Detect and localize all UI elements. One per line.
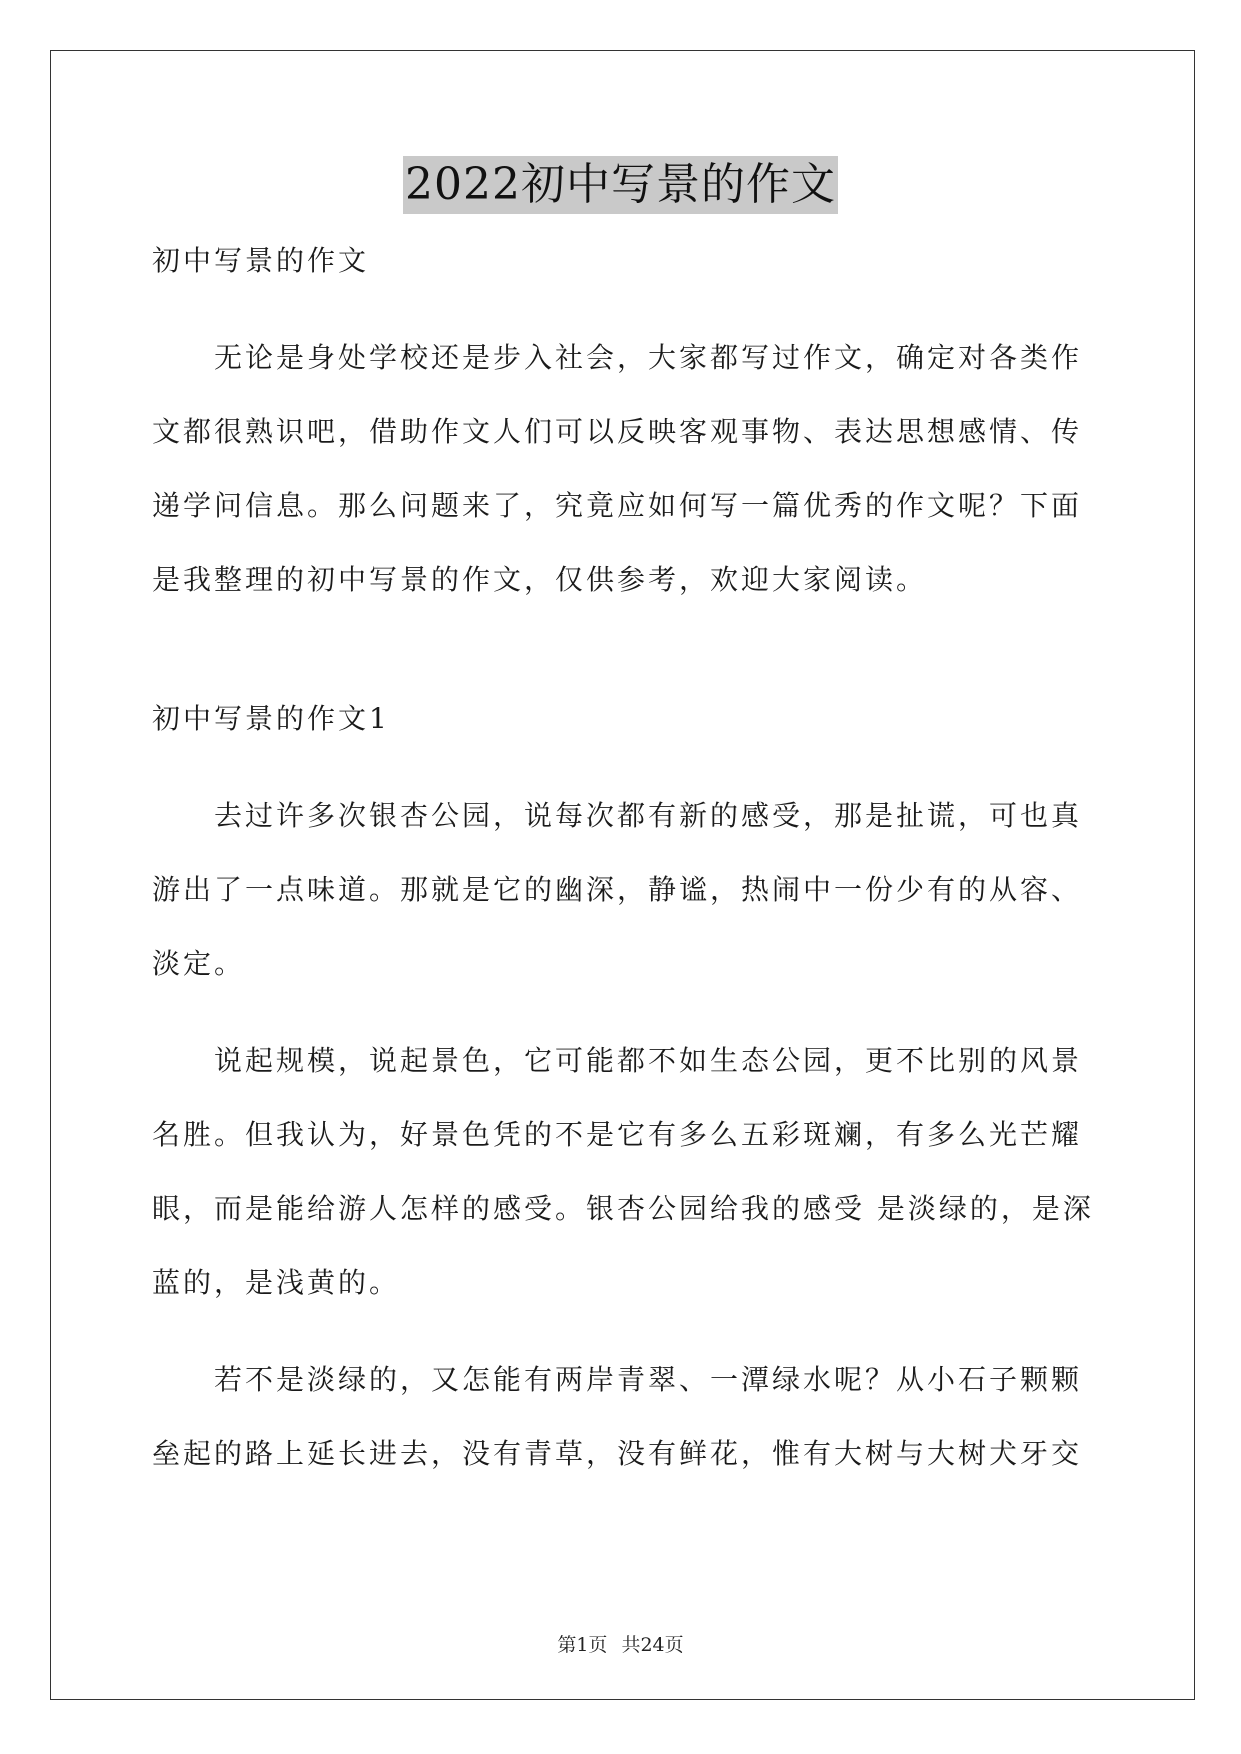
paragraph-line: 游出了一点味道。那就是它的幽深，静谧，热闹中一份少有的从容、 bbox=[152, 873, 1083, 906]
page-number: 第1页 bbox=[557, 1634, 608, 1656]
paragraph-line: 递学问信息。那么问题来了，究竟应如何写一篇优秀的作文呢？下面 bbox=[152, 489, 1083, 522]
paragraph-line: 文都很熟识吧，借助作文人们可以反映客观事物、表达思想感情、传 bbox=[152, 415, 1083, 448]
paragraph-line: 无论是身处学校还是步入社会，大家都写过作文，确定对各类作 bbox=[214, 341, 1083, 374]
paragraph-line: 去过许多次银杏公园，说每次都有新的感受，那是扯谎，可也真 bbox=[214, 799, 1083, 832]
paragraph-line: 名胜。但我认为，好景色凭的不是它有多么五彩斑斓，有多么光芒耀 bbox=[152, 1118, 1083, 1151]
paragraph-line: 垒起的路上延长进去，没有青草，没有鲜花，惟有大树与大树犬牙交 bbox=[152, 1437, 1083, 1470]
document-title-wrapper bbox=[0, 156, 1241, 216]
subheading-intro: 初中写景的作文 bbox=[152, 244, 370, 277]
paragraph-line: 蓝的，是浅黄的。 bbox=[152, 1266, 401, 1299]
paragraph-line: 淡定。 bbox=[152, 947, 246, 980]
paragraph-line: 是我整理的初中写景的作文，仅供参考，欢迎大家阅读。 bbox=[152, 563, 928, 596]
page-footer bbox=[0, 1630, 1241, 1657]
subheading-essay-1: 初中写景的作文1 bbox=[152, 702, 390, 735]
total-pages: 共24页 bbox=[621, 1634, 684, 1656]
paragraph-line: 说起规模，说起景色，它可能都不如生态公园，更不比别的风景 bbox=[214, 1044, 1083, 1077]
document-title: 2022初中写景的作文 bbox=[403, 156, 838, 214]
paragraph-line: 若不是淡绿的，又怎能有两岸青翠、一潭绿水呢？从小石子颗颗 bbox=[214, 1363, 1083, 1396]
paragraph-line: 眼，而是能给游人怎样的感受。银杏公园给我的感受 是淡绿的，是深 bbox=[152, 1192, 1094, 1225]
